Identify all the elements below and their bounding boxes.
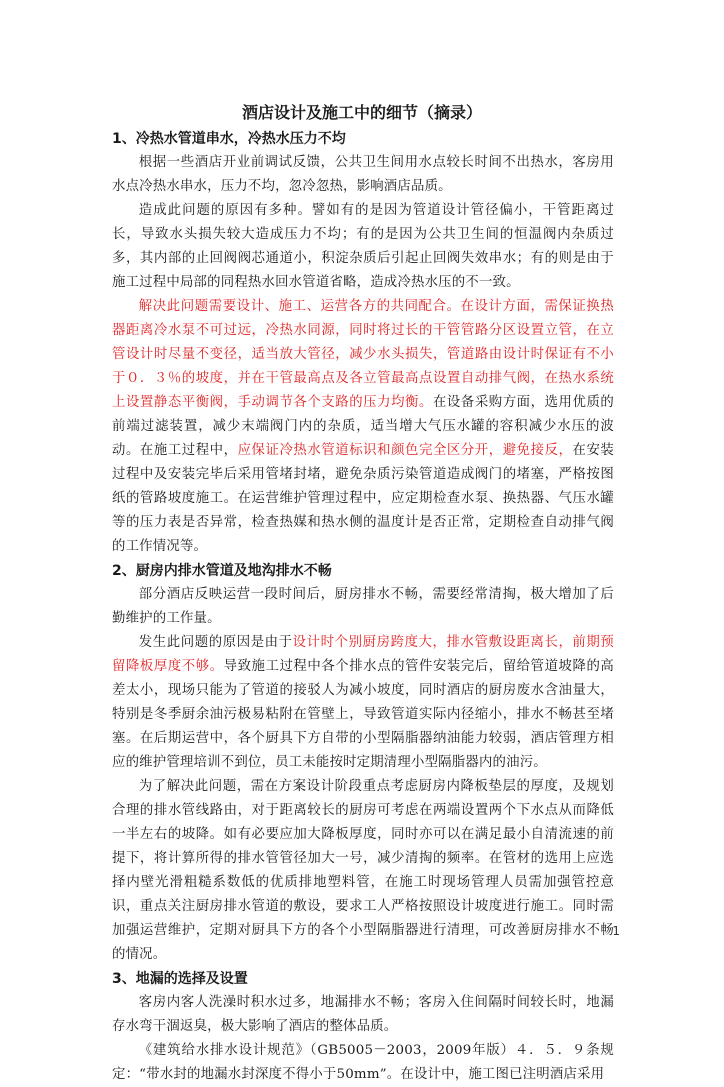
paragraph-text: 在设备采购方面，选用优质的前端过滤装置，减少末端阀门内的杂质，适当增大气压水罐的容积减少水压的波动。在施工过程中， [112, 395, 614, 458]
page-number: 1 [612, 924, 620, 938]
highlighted-text: 应保证冷热水管道标识和颜色完全区分开，避免接反， [237, 443, 573, 458]
section-2-heading: 2、厨房内排水管道及地沟排水不畅 [112, 563, 332, 579]
highlighted-text: 设计时个别厨房跨度大，排水管敷设距离长，前期预留降板厚度不够。 [112, 635, 614, 674]
section-2-paragraph-1: 部分酒店反映运营一段时间后，厨房排水不畅，需要经常清掏，极大增加了后勤维护的工作量。 [112, 587, 614, 626]
document-title: 酒店设计及施工中的细节（摘录） [241, 103, 482, 122]
paragraph-text: 发生此问题的原因是由于 [138, 635, 293, 650]
section-1-paragraph-1: 根据一些酒店开业前调试反馈，公共卫生间用水点较长时间不出热水，客房用水点冷热水串水，压力不均，忽冷忽热，影响酒店品质。 [112, 155, 614, 194]
section-1-paragraph-2: 造成此问题的原因有多种。譬如有的是因为管道设计管径偏小，干管距离过长，导致水头损失较大造成压力不均；有的是因为公共卫生间的恒温阀内杂质过多，其内部的止回阀阀芯通道小，积淀杂质后引起止回阀失效串水；有的则是由于施工过程中局部的同程热水回水管道省略，造成冷热水压的不一致。 [112, 203, 614, 290]
section-2-paragraph-2 [112, 631, 614, 775]
section-3-heading: 3、地漏的选择及设置 [112, 971, 248, 987]
section-3-paragraph-2: 《建筑给水排水设计规范》（GB5005－2003，2009年版）４．５．９条规定：“带水封的地漏水封深度不得小于50mm”。在设计中，施工图已注明酒店采用 [112, 1043, 614, 1082]
section-3-paragraph-1: 客房内客人洗澡时积水过多，地漏排水不畅；客房入住间隔时间较长时，地漏存水弯干涸返臭，极大影响了酒店的整体品质。 [112, 995, 614, 1034]
section-1-heading: 1、冷热水管道串水，冷热水压力不均 [112, 131, 346, 147]
highlighted-text: 解决此问题需要设计、施工、运营各方的共同配合。在设计方面，需保证换热器距离冷水泵不可过远，冷热水同源，同时将过长的干管管路分区设置立管，在立管设计时尽量不变径，适当放大管径，减少水头损失，管道路由设计时保证有不小于０．３％的坡度，并在干管最高点及各立管最高点设置自动排气阀，在热水系统上设置静态平衡阀，手动调节各个支路的压力均衡。 [112, 299, 614, 410]
paragraph-text: 导致施工过程中各个排水点的管件安装完后，留给管道坡降的高差太小，现场只能为了管道的接驳人为减小坡度，同时酒店的厨房废水含油量大，特别是冬季厨余油污极易粘附在管壁上，导致管道实际内径缩小，排水不畅甚至堵塞。在后期运营中，各个厨具下方自带的小型隔脂器纳油能力较弱，酒店管理方相应的维护管理培训不到位，员工未能按时定期清理小型隔脂器内的油污。 [112, 659, 614, 770]
paragraph-text: 在安装过程中及安装完毕后采用管堵封堵，避免杂质污染管道造成阀门的堵塞，严格按图纸的管路坡度施工。在运营维护管理过程中，应定期检查水泵、换热器、气压水罐等的压力表是否异常，检查热媒和热水侧的温度计是否正常，定期检查自动排气阀的工作情况等。 [112, 443, 614, 554]
section-2-paragraph-3: 为了解决此问题，需在方案设计阶段重点考虑厨房内降板垫层的厚度，及规划合理的排水管线路由，对于距离较长的厨房可考虑在两端设置两个下水点从而降低一半左右的坡降。如有必要应加大降板厚度，同时亦可以在满足最小自清流速的前提下，将计算所得的排水管管径加大一号，减少清掏的频率。在管材的选用上应选择内壁光滑粗糙系数低的优质排地塑料管，在施工时现场管理人员需加强管控意识，重点关注厨房排水管道的敷设，要求工人严格按照设计坡度进行施工。同时需加强运营维护，定期对厨具下方的各个小型隔脂器进行清理，可改善厨房排水不畅的情况。 [112, 779, 614, 962]
section-1-paragraph-3 [112, 295, 614, 559]
document-body [112, 127, 614, 1087]
